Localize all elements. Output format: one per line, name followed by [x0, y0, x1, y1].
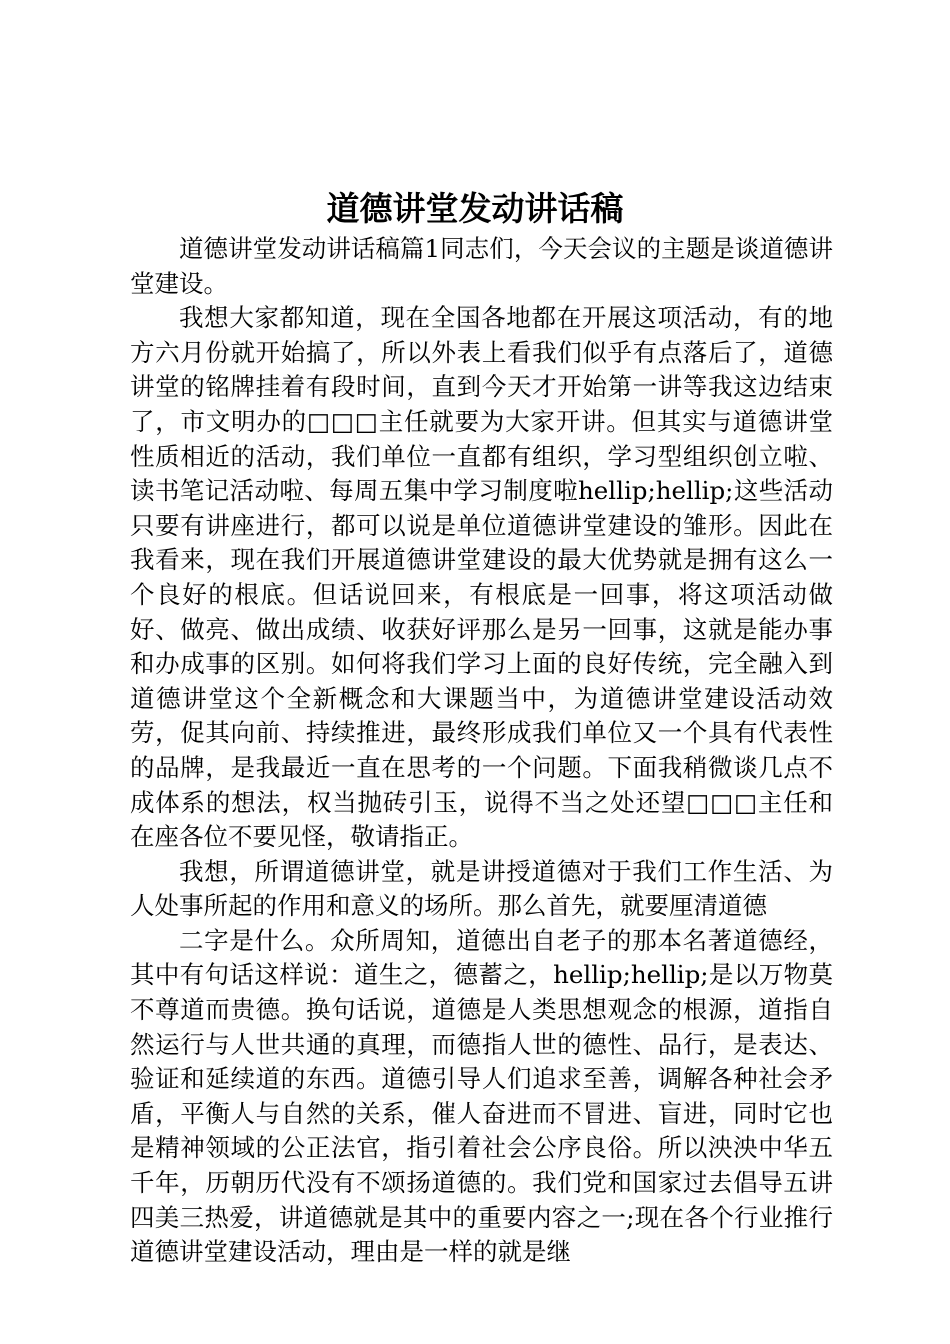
paragraph: 我想大家都知道，现在全国各地都在开展这项活动，有的地方六月份就开始搞了，所以外表上看我们似乎有点落后了，道德讲堂的铭牌挂着有段时间，直到今天才开始第一讲等我这边结束了，市文明办的□□□主任就要为大家开讲。但其实与道德讲堂性质相近的活动，我们单位一直都有组织，学习型组织创立啦、读书笔记活动啦、每周五集中学习制度啦hellip;hellip;这些活动只要有讲座进行，都可以说是单位道德讲堂建设的雏形。因此在我看来，现在我们开展道德讲堂建设的最大优势就是拥有这么一个良好的根底。但话说回来，有根底是一回事，将这项活动做好、做亮、做出成绩、收获好评那么是另一回事，这就是能办事和办成事的区别。如何将我们学习上面的良好传统，完全融入到道德讲堂这个全新概念和大课题当中，为道德讲堂建设活动效劳，促其向前、持续推进，最终形成我们单位又一个具有代表性的品牌，是我最近一直在思考的一个问题。下面我稍微谈几点不成体系的想法，权当抛砖引玉，说得不当之处还望□□□主任和在座各位不要见怪，敬请指正。 — [130, 303, 833, 852]
document-body — [130, 232, 833, 1270]
paragraph: 二字是什么。众所周知，道德出自老子的那本名著道德经，其中有句话这样说：道生之，德蓄之，hellip;hellip;是以万物莫不尊道而贵德。换句话说，道德是人类思想观念的根源，道指自然运行与人世共通的真理，而德指人世的德性、品行，是表达、验证和延续道的东西。道德引导人们追求至善，调解各种社会矛盾，平衡人与自然的关系，催人奋进而不冒进、盲进，同时它也是精神领域的公正法官，指引着社会公序良俗。所以泱泱中华五千年，历朝历代没有不颂扬道德的。我们党和国家过去倡导五讲四美三热爱，讲道德就是其中的重要内容之一;现在各个行业推行道德讲堂建设活动，理由是一样的就是继 — [130, 925, 833, 1267]
paragraph: 道德讲堂发动讲话稿篇1同志们，今天会议的主题是谈道德讲堂建设。 — [130, 234, 833, 298]
paragraph: 我想，所谓道德讲堂，就是讲授道德对于我们工作生活、为人处事所起的作用和意义的场所。那么首先，就要厘清道德 — [130, 856, 833, 921]
document-title: 道德讲堂发动讲话稿 — [326, 189, 624, 228]
